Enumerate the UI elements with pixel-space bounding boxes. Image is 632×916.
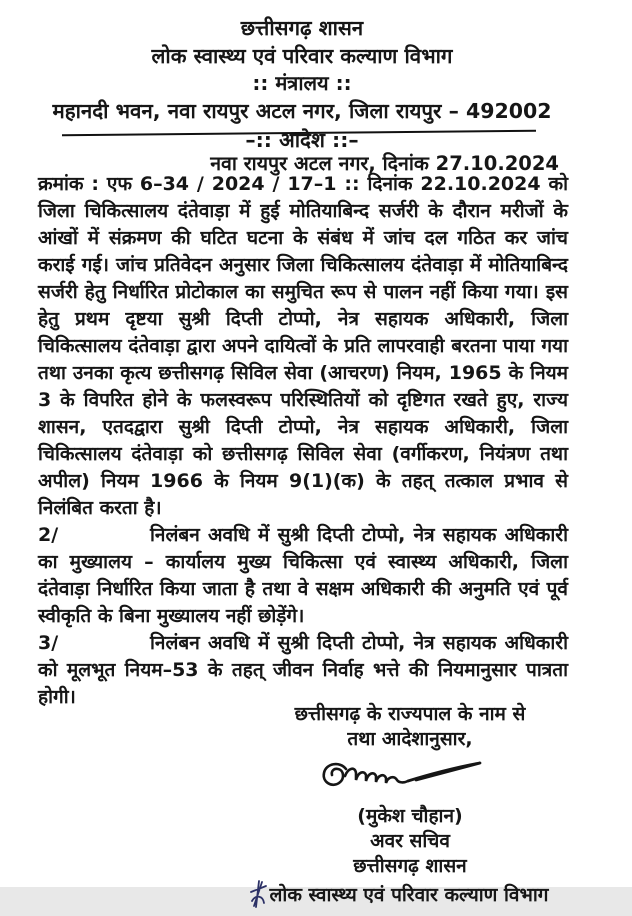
ministry-label: :: मंत्रालय :: [252,71,352,95]
government-title: छत्तीसगढ़ शासन [240,16,364,40]
pen-scribble-icon [248,879,268,916]
paragraph-3-number: 3/ [38,632,59,654]
paragraph-2-text: निलंबन अवधि में सुश्री दिप्ती टोप्पो, नेत्र सहायक अधिकारी का मुख्यालय – कार्यालय मुख्य चिकित्सा एवं स्वास्थ्य अधिकारी, जिला दंतेवाड़ा निर्धारित किया जाता है तथा वे सक्षम अधिकारी की अनुमति एवं पूर्व स्वीकृति के बिना मुख्यालय नहीं छोड़ेंगे। [38,524,568,627]
signatory-name: (मुकेश चौहान) [357,805,463,827]
document-header [0,14,604,126]
signoff-department-line [218,879,578,916]
authority-line: छत्तीसगढ़ के राज्यपाल के नाम से [294,703,526,725]
by-order-line: तथा आदेशानुसार, [347,728,473,750]
department-title: लोक स्वास्थ्य एवं परिवार कल्याण विभाग [151,44,453,68]
order-title: –:: आदेश ::– [245,128,359,152]
signature-block [242,702,578,916]
signoff-government: छत्तीसगढ़ शासन [353,855,467,877]
paragraph-2-number: 2/ [38,524,59,546]
handwritten-signature [242,754,578,806]
address-line: महानदी भवन, नवा रायपुर अटल नगर, जिला रायपुर – 492002 [52,99,552,123]
paragraph-2 [38,522,568,630]
paragraph-3-text: निलंबन अवधि में सुश्री दिप्ती टोप्पो, नेत्र सहायक अधिकारी को मूलभूत नियम–53 के तहत् जीवन निर्वाह भत्ते की नियमानुसार पात्रता होगी। [38,632,568,708]
signatory-designation: अवर सचिव [370,830,450,852]
signoff-department: लोक स्वास्थ्य एवं परिवार कल्याण विभाग [269,884,549,906]
place-and-date-line: नवा रायपुर अटल नगर, दिनांक 27.10.2024 [210,152,559,175]
signature-icon [312,754,502,806]
order-body [38,171,568,711]
paragraph-1: क्रमांक : एफ 6–34 / 2024 / 17–1 :: दिनांक 22.10.2024 को जिला चिकित्सालय दंतेवाड़ा में हुई मोतियाबिन्द सर्जरी के दौरान मरीजों के आंखों में संक्रमण की घटित घटना के संबंध में जांच दल गठित कर जांच कराई गई। जांच प्रतिवेदन अनुसार जिला चिकित्सालय दंतेवाड़ा में मोतियाबिन्द सर्जरी हेतु निर्धारित प्रोटोकाल का समुचित रूप से पालन नहीं किया गया। इस हेतु प्रथम दृष्टया सुश्री दिप्ती टोप्पो, नेत्र सहायक अधिकारी, जिला चिकित्सालय दंतेवाड़ा द्वारा अपने दायित्वों के प्रति लापरवाही बरतना पाया गया तथा उनका कृत्य छत्तीसगढ़ सिविल सेवा (आचरण) नियम, 1965 के नियम 3 के विपरित होने के फलस्वरूप परिस्थितियों को दृष्टिगत रखते हुए, राज्य शासन, एतदद्वारा सुश्री दिप्ती टोप्पो, नेत्र सहायक अधिकारी, जिला चिकित्सालय दंतेवाड़ा को छत्तीसगढ़ सिविल सेवा (वर्गीकरण, नियंत्रण तथा अपील) नियम 1966 के नियम 9(1)(क) के तहत् तत्काल प्रभाव से निलंबित करता है। [38,173,568,519]
paragraph-3 [38,630,568,711]
